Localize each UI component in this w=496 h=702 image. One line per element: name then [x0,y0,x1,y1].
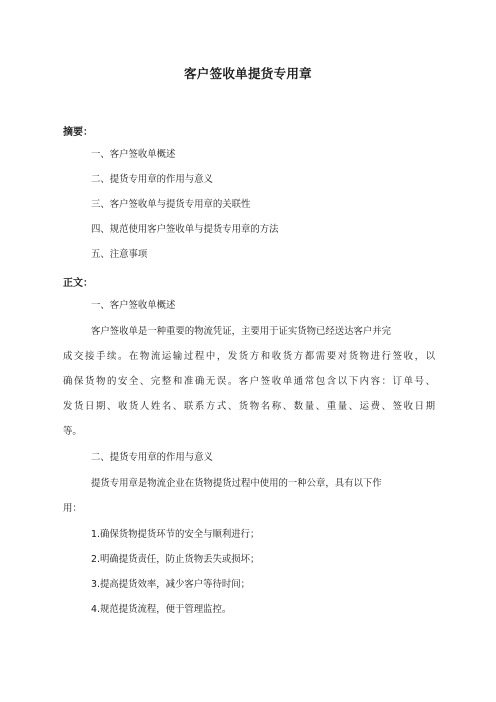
abstract-item: 一、客户签收单概述 [91,149,176,160]
list-item: 2.明确提货责任，防止货物丢失或损坏； [91,554,260,565]
paragraph-line: 用： [63,503,82,514]
document-title: 客户签收单提货专用章 [183,66,312,81]
abstract-item: 五、注意事项 [91,249,148,260]
abstract-item: 二、提货专用章的作用与意义 [91,174,213,185]
section-heading: 二、提货专用章的作用与意义 [91,452,213,463]
abstract-label: 摘要： [63,127,93,138]
paragraph-line: 提货专用章是物流企业在货物提货过程中使用的一种公章，具有以下作 [91,478,382,489]
abstract-item: 四、规范使用客户签收单与提货专用章的方法 [91,224,279,235]
abstract-item: 三、客户签收单与提货专用章的关联性 [91,199,251,210]
paragraph-line: 成交接手续。在物流运输过程中，发货方和收货方都需要对货物进行签收，以 [63,351,435,362]
paragraph-line: 等。 [63,426,82,437]
paragraph-line: 客户签收单是一种重要的物流凭证，主要用于证实货物已经送达客户并完 [91,326,392,337]
paragraph-line: 确保货物的安全、完整和准确无误。客户签收单通常包含以下内容：订单号、 [63,376,435,387]
body-label: 正文： [63,278,93,289]
list-item: 1.确保货物提货环节的安全与顺利进行； [91,529,260,540]
section-heading: 一、客户签收单概述 [91,300,176,311]
paragraph-line: 发货日期、收货人姓名、联系方式、货物名称、数量、重量、运费、签收日期 [63,401,435,412]
list-item: 4.规范提货流程，便于管理监控。 [91,604,232,615]
list-item: 3.提高提货效率，减少客户等待时间； [91,579,250,590]
